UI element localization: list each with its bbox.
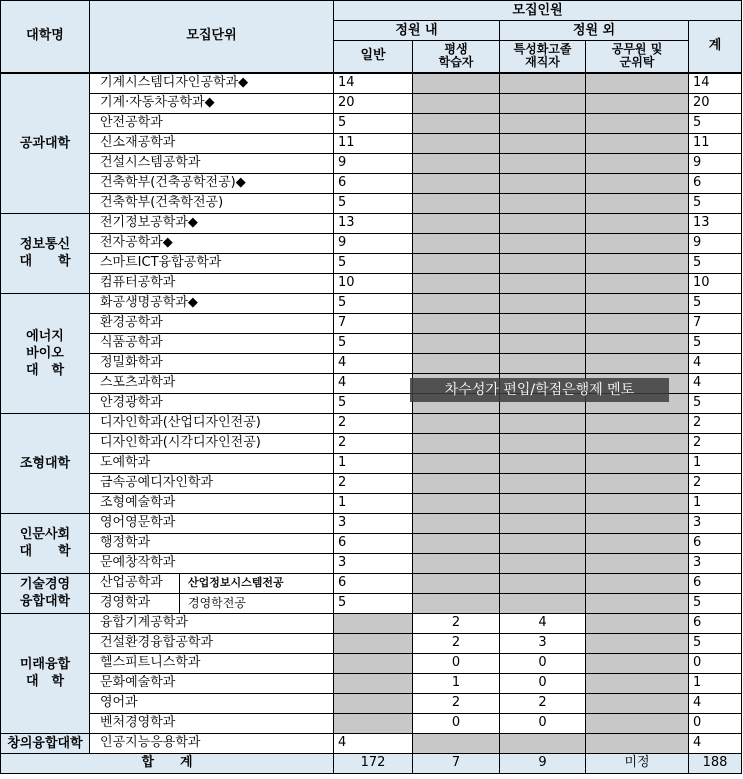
general-value: 2 — [334, 413, 413, 433]
general-value — [334, 613, 413, 633]
special-value — [500, 173, 586, 193]
dept-name: 스포츠과학과 — [90, 373, 334, 393]
college-name: 조형대학 — [1, 413, 90, 513]
total-general: 172 — [334, 753, 413, 773]
dept-name: 환경공학과 — [90, 313, 334, 333]
lifelong-value: 2 — [413, 633, 500, 653]
special-value — [500, 513, 586, 533]
general-value: 7 — [334, 313, 413, 333]
special-value — [500, 533, 586, 553]
special-value — [500, 273, 586, 293]
civil-value — [586, 673, 689, 693]
special-value — [500, 233, 586, 253]
general-value: 6 — [334, 533, 413, 553]
lifelong-value — [413, 353, 500, 373]
civil-value — [586, 153, 689, 173]
total-lifelong: 7 — [413, 753, 500, 773]
civil-value — [586, 633, 689, 653]
total-value: 0 — [689, 713, 742, 733]
civil-value — [586, 213, 689, 233]
quota-header: 모집인원 — [334, 1, 742, 21]
special-value: 2 — [500, 693, 586, 713]
general-value: 20 — [334, 93, 413, 113]
dept-name: 스마트ICT융합공학과 — [90, 253, 334, 273]
total-value: 7 — [689, 313, 742, 333]
civil-value — [586, 173, 689, 193]
special-value — [500, 553, 586, 573]
dept-name: 건설시스템공학과 — [90, 153, 334, 173]
total-value: 5 — [689, 113, 742, 133]
special-value — [500, 733, 586, 753]
dept-name: 전자공학과◆ — [90, 233, 334, 253]
total-value: 4 — [689, 693, 742, 713]
civil-value — [586, 233, 689, 253]
general-value: 4 — [334, 353, 413, 373]
lifelong-value — [413, 433, 500, 453]
special-value — [500, 313, 586, 333]
general-value: 5 — [334, 113, 413, 133]
dept-name: 인공지능응용학과 — [90, 733, 334, 753]
grand-total: 188 — [689, 753, 742, 773]
total-value: 6 — [689, 173, 742, 193]
special-value — [500, 133, 586, 153]
civil-value — [586, 533, 689, 553]
civil-header: 공무원 및 군위탁 — [586, 41, 689, 73]
civil-value — [586, 253, 689, 273]
outside-header: 정원 외 — [500, 21, 689, 41]
total-header: 계 — [689, 21, 742, 73]
dept-name: 건축학부(건축공학전공)◆ — [90, 173, 334, 193]
total-civil: 미정 — [586, 753, 689, 773]
lifelong-value — [413, 93, 500, 113]
dept-name: 영어과 — [90, 693, 334, 713]
college-name: 정보통신 대 학 — [1, 213, 90, 293]
civil-value — [586, 333, 689, 353]
civil-value — [586, 573, 689, 593]
total-value: 6 — [689, 533, 742, 553]
total-value: 5 — [689, 193, 742, 213]
civil-value — [586, 473, 689, 493]
dept-name: 기계시스템디자인공학과◆ — [90, 73, 334, 94]
general-value: 6 — [334, 173, 413, 193]
total-value: 1 — [689, 673, 742, 693]
college-header: 대학명 — [1, 1, 90, 73]
general-value: 1 — [334, 493, 413, 513]
special-value — [500, 493, 586, 513]
total-value: 4 — [689, 373, 742, 393]
total-value: 2 — [689, 433, 742, 453]
total-value: 0 — [689, 653, 742, 673]
major-name: 산업정보시스템전공 — [180, 573, 334, 593]
general-value: 13 — [334, 213, 413, 233]
total-value: 2 — [689, 413, 742, 433]
general-value: 5 — [334, 393, 413, 413]
dept-name: 안경광학과 — [90, 393, 334, 413]
civil-value — [586, 193, 689, 213]
civil-value — [586, 353, 689, 373]
general-value: 1 — [334, 453, 413, 473]
lifelong-value — [413, 213, 500, 233]
total-value: 4 — [689, 733, 742, 753]
civil-value — [586, 613, 689, 633]
total-value: 6 — [689, 613, 742, 633]
inside-header: 정원 내 — [334, 21, 500, 41]
total-value: 1 — [689, 453, 742, 473]
lifelong-value: 0 — [413, 713, 500, 733]
special-value — [500, 593, 586, 613]
college-name: 공과대학 — [1, 73, 90, 214]
special-value — [500, 433, 586, 453]
dept-name: 벤처경영학과 — [90, 713, 334, 733]
special-value — [500, 253, 586, 273]
lifelong-value — [413, 513, 500, 533]
total-value: 11 — [689, 133, 742, 153]
college-name: 인문사회 대 학 — [1, 513, 90, 573]
dept-name: 디자인학과(시각디자인전공) — [90, 433, 334, 453]
total-value: 20 — [689, 93, 742, 113]
civil-value — [586, 553, 689, 573]
civil-value — [586, 593, 689, 613]
total-special: 9 — [500, 753, 586, 773]
lifelong-header: 평생 학습자 — [413, 41, 500, 73]
total-value: 5 — [689, 333, 742, 353]
special-value: 3 — [500, 633, 586, 653]
civil-value — [586, 113, 689, 133]
total-value: 2 — [689, 473, 742, 493]
dept-name: 건설환경융합공학과 — [90, 633, 334, 653]
special-value: 0 — [500, 673, 586, 693]
college-name: 기술경영 융합대학 — [1, 573, 90, 613]
lifelong-value — [413, 313, 500, 333]
total-value: 5 — [689, 293, 742, 313]
dept-name: 문예창작학과 — [90, 553, 334, 573]
civil-value — [586, 293, 689, 313]
general-value: 2 — [334, 433, 413, 453]
dept-name: 영어영문학과 — [90, 513, 334, 533]
special-value — [500, 353, 586, 373]
civil-value — [586, 433, 689, 453]
total-value: 5 — [689, 253, 742, 273]
college-name: 미래융합 대 학 — [1, 613, 90, 733]
special-value — [500, 193, 586, 213]
civil-value — [586, 313, 689, 333]
special-value: 0 — [500, 713, 586, 733]
general-value: 14 — [334, 73, 413, 94]
total-value: 13 — [689, 213, 742, 233]
lifelong-value — [413, 473, 500, 493]
special-value — [500, 153, 586, 173]
dept-name: 기계·자동차공학과◆ — [90, 93, 334, 113]
dept-name: 디자인학과(산업디자인전공) — [90, 413, 334, 433]
lifelong-value: 0 — [413, 653, 500, 673]
total-value: 5 — [689, 393, 742, 413]
general-value: 4 — [334, 733, 413, 753]
special-value — [500, 73, 586, 94]
total-label: 합 계 — [1, 753, 334, 773]
special-value: 4 — [500, 613, 586, 633]
general-header: 일반 — [334, 41, 413, 73]
special-header: 특성화고졸 재직자 — [500, 41, 586, 73]
dept-name: 융합기계공학과 — [90, 613, 334, 633]
lifelong-value — [413, 273, 500, 293]
special-value — [500, 413, 586, 433]
general-value: 5 — [334, 193, 413, 213]
lifelong-value — [413, 253, 500, 273]
general-value — [334, 633, 413, 653]
total-value: 9 — [689, 233, 742, 253]
general-value: 9 — [334, 233, 413, 253]
lifelong-value — [413, 233, 500, 253]
civil-value — [586, 693, 689, 713]
civil-value — [586, 453, 689, 473]
lifelong-value — [413, 133, 500, 153]
general-value: 3 — [334, 513, 413, 533]
civil-value — [586, 513, 689, 533]
dept-name: 식품공학과 — [90, 333, 334, 353]
civil-value — [586, 733, 689, 753]
lifelong-value — [413, 593, 500, 613]
dept-name: 신소재공학과 — [90, 133, 334, 153]
total-value: 4 — [689, 353, 742, 373]
dept-name: 문화예술학과 — [90, 673, 334, 693]
dept-name: 도예학과 — [90, 453, 334, 473]
general-value: 6 — [334, 573, 413, 593]
college-name: 에너지 바이오 대 학 — [1, 293, 90, 413]
lifelong-value — [413, 173, 500, 193]
dept-name: 화공생명공학과◆ — [90, 293, 334, 313]
dept-name: 정밀화학과 — [90, 353, 334, 373]
unit-header: 모집단위 — [90, 1, 334, 73]
general-value: 5 — [334, 293, 413, 313]
total-value: 9 — [689, 153, 742, 173]
special-value — [500, 573, 586, 593]
dept-name: 건축학부(건축학전공) — [90, 193, 334, 213]
lifelong-value — [413, 153, 500, 173]
general-value — [334, 713, 413, 733]
dept-name: 경영학과 — [90, 593, 180, 613]
lifelong-value: 2 — [413, 693, 500, 713]
special-value — [500, 473, 586, 493]
total-value: 14 — [689, 73, 742, 94]
special-value — [500, 93, 586, 113]
lifelong-value — [413, 553, 500, 573]
civil-value — [586, 653, 689, 673]
lifelong-value — [413, 493, 500, 513]
total-value: 3 — [689, 553, 742, 573]
total-value: 10 — [689, 273, 742, 293]
total-value: 6 — [689, 573, 742, 593]
general-value: 3 — [334, 553, 413, 573]
total-value: 5 — [689, 593, 742, 613]
special-value: 0 — [500, 653, 586, 673]
general-value: 5 — [334, 333, 413, 353]
total-value: 5 — [689, 633, 742, 653]
total-value: 1 — [689, 493, 742, 513]
major-name: 경영학전공 — [180, 593, 334, 613]
civil-value — [586, 713, 689, 733]
general-value: 4 — [334, 373, 413, 393]
special-value — [500, 333, 586, 353]
lifelong-value: 2 — [413, 613, 500, 633]
lifelong-value — [413, 453, 500, 473]
civil-value — [586, 273, 689, 293]
lifelong-value — [413, 413, 500, 433]
dept-name: 금속공예디자인학과 — [90, 473, 334, 493]
special-value — [500, 453, 586, 473]
general-value — [334, 653, 413, 673]
lifelong-value — [413, 333, 500, 353]
general-value: 5 — [334, 593, 413, 613]
lifelong-value — [413, 733, 500, 753]
dept-name: 안전공학과 — [90, 113, 334, 133]
dept-name: 조형예술학과 — [90, 493, 334, 513]
general-value: 11 — [334, 133, 413, 153]
civil-value — [586, 133, 689, 153]
special-value — [500, 293, 586, 313]
lifelong-value — [413, 573, 500, 593]
general-value: 10 — [334, 273, 413, 293]
watermark-caption: 차수성가 편입/학점은행제 멘토 — [410, 378, 669, 402]
lifelong-value — [413, 193, 500, 213]
total-value: 3 — [689, 513, 742, 533]
dept-name: 전기정보공학과◆ — [90, 213, 334, 233]
lifelong-value: 1 — [413, 673, 500, 693]
dept-name: 컴퓨터공학과 — [90, 273, 334, 293]
lifelong-value — [413, 533, 500, 553]
college-name: 창의융합대학 — [1, 733, 90, 753]
general-value — [334, 693, 413, 713]
dept-name: 헬스피트니스학과 — [90, 653, 334, 673]
civil-value — [586, 73, 689, 94]
civil-value — [586, 93, 689, 113]
lifelong-value — [413, 73, 500, 94]
general-value: 2 — [334, 473, 413, 493]
special-value — [500, 213, 586, 233]
civil-value — [586, 413, 689, 433]
general-value — [334, 673, 413, 693]
dept-name: 행정학과 — [90, 533, 334, 553]
lifelong-value — [413, 293, 500, 313]
general-value: 9 — [334, 153, 413, 173]
special-value — [500, 113, 586, 133]
civil-value — [586, 493, 689, 513]
dept-name: 산업공학과 — [90, 573, 180, 593]
lifelong-value — [413, 113, 500, 133]
general-value: 5 — [334, 253, 413, 273]
